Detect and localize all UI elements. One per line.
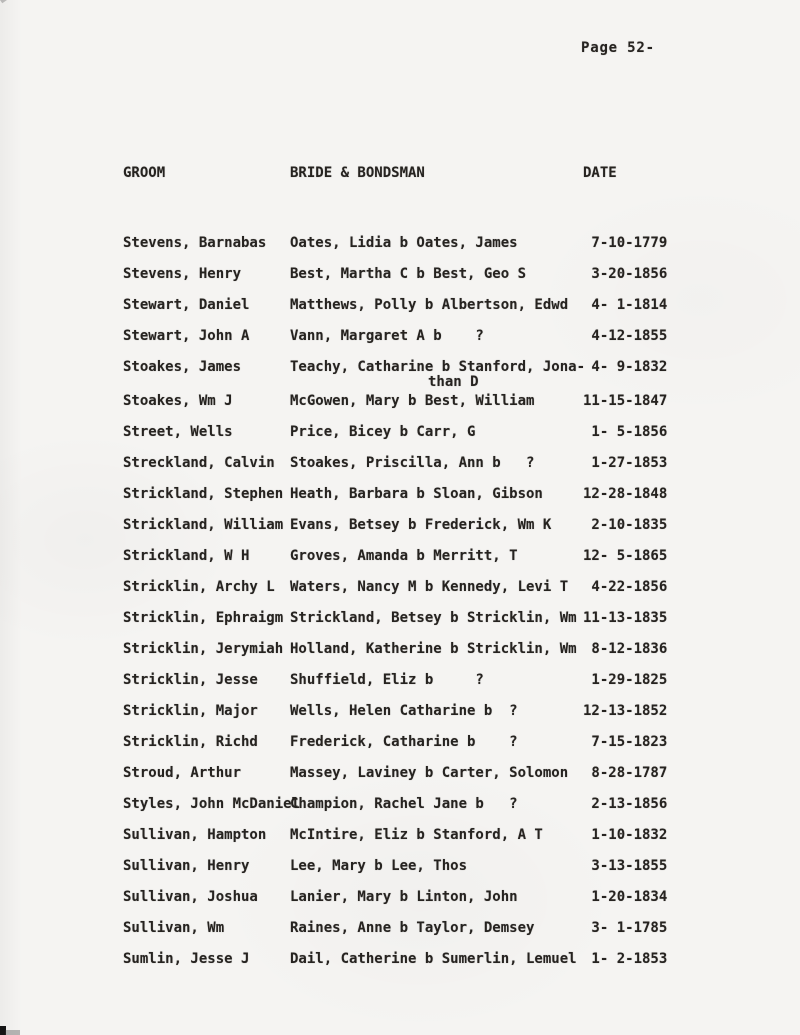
groom-cell: Stricklin, Richd [123, 734, 258, 750]
groom-cell: Stricklin, Archy L [123, 579, 275, 595]
bride-bondsman-text: Holland, Katherine b Stricklin, Wm [290, 641, 577, 657]
bride-bondsman-cell [290, 267, 583, 282]
date-cell: 4- 9-1832 [583, 359, 668, 375]
marriage-records-table [123, 136, 667, 1013]
table-row [123, 360, 667, 390]
groom-cell: Sullivan, Henry [123, 858, 250, 874]
table-header [123, 166, 667, 181]
bride-bondsman-cell [290, 673, 583, 688]
bride-bondsman-text: Matthews, Polly b Albertson, Edwd [290, 297, 569, 313]
bride-bondsman-text: Wells, Helen Catharine b ? [290, 703, 518, 719]
date-cell: 3-20-1856 [583, 266, 668, 282]
groom-cell: Strickland, Stephen [123, 486, 284, 502]
bride-bondsman-text: Lee, Mary b Lee, Thos [290, 858, 468, 874]
bride-bondsman-text: Price, Bicey b Carr, G [290, 424, 476, 440]
scan-artifact-top-left [0, 0, 9, 3]
table-row [123, 704, 667, 719]
groom-cell: Sullivan, Joshua [123, 889, 258, 905]
date-cell: 1-27-1853 [583, 455, 668, 471]
bride-bondsman-text: Heath, Barbara b Sloan, Gibson [290, 486, 543, 502]
date-cell: 12- 5-1865 [583, 548, 668, 564]
groom-cell: Stewart, Daniel [123, 297, 250, 313]
bride-bondsman-text: Raines, Anne b Taylor, Demsey [290, 920, 535, 936]
date-cell: 8-28-1787 [583, 765, 668, 781]
groom-cell: Styles, John McDaniel [123, 796, 301, 812]
scan-artifact-bottom-smudge [5, 1030, 20, 1035]
bride-bondsman-cell [290, 456, 583, 471]
date-cell: 4-12-1855 [583, 328, 668, 344]
bride-bondsman-cell [290, 359, 586, 390]
date-cell: 11-13-1835 [583, 610, 668, 626]
date-cell: 3-13-1855 [583, 858, 668, 874]
date-cell: 4-22-1856 [583, 579, 668, 595]
bride-bondsman-text: Evans, Betsey b Frederick, Wm K [290, 517, 552, 533]
bride-bondsman-text: Dail, Catherine b Sumerlin, Lemuel [290, 951, 577, 967]
table-row [123, 580, 667, 595]
table-row [123, 828, 667, 843]
groom-cell: Stricklin, Major [123, 703, 258, 719]
bride-bondsman-cell [290, 797, 583, 812]
date-cell: 12-28-1848 [583, 486, 668, 502]
groom-cell: Stevens, Barnabas [123, 235, 267, 251]
bride-bondsman-cell [290, 952, 583, 967]
bride-bondsman-text: McGowen, Mary b Best, William [290, 393, 535, 409]
bride-bondsman-cell [290, 425, 583, 440]
bride-bondsman-cell [290, 890, 583, 905]
table-row [123, 518, 667, 533]
table-row [123, 298, 667, 313]
table-row [123, 611, 667, 626]
bride-bondsman-cell [290, 921, 583, 936]
table-row [123, 456, 667, 471]
bride-bondsman-text: Frederick, Catharine b ? [290, 734, 518, 750]
bride-bondsman-cell [290, 487, 583, 502]
header-groom: GROOM [123, 165, 166, 181]
bride-bondsman-cell [290, 329, 583, 344]
date-cell: 3- 1-1785 [583, 920, 668, 936]
bride-bondsman-text: McIntire, Eliz b Stanford, A T [290, 827, 543, 843]
bride-bondsman-cell [290, 859, 583, 874]
bride-bondsman-cell [290, 704, 583, 719]
date-cell: 4- 1-1814 [583, 297, 668, 313]
table-row [123, 549, 667, 564]
table-row [123, 766, 667, 781]
page-number: Page 52- [581, 40, 655, 56]
table-row [123, 859, 667, 874]
date-cell: 1- 5-1856 [583, 424, 668, 440]
date-cell: 2-10-1835 [583, 517, 668, 533]
date-cell: 1-10-1832 [583, 827, 668, 843]
table-row [123, 394, 667, 409]
date-cell: 7-15-1823 [583, 734, 668, 750]
date-cell: 8-12-1836 [583, 641, 668, 657]
table-body [123, 236, 667, 967]
bride-bondsman-cell [290, 766, 583, 781]
table-row [123, 735, 667, 750]
bride-bondsman-text: Oates, Lidia b Oates, James [290, 235, 518, 251]
table-row [123, 425, 667, 440]
bride-bondsman-text: Shuffield, Eliz b ? [290, 672, 484, 688]
table-row [123, 797, 667, 812]
groom-cell: Stewart, John A [123, 328, 250, 344]
bride-bondsman-text: Lanier, Mary b Linton, John [290, 889, 518, 905]
bride-bondsman-text: Massey, Laviney b Carter, Solomon [290, 765, 569, 781]
groom-cell: Strickland, W H [123, 548, 250, 564]
table-row [123, 673, 667, 688]
bride-bondsman-cell [290, 642, 583, 657]
date-cell: 7-10-1779 [583, 235, 668, 251]
groom-cell: Strickland, William [123, 517, 284, 533]
groom-cell: Stricklin, Ephraigm [123, 610, 284, 626]
groom-cell: Stroud, Arthur [123, 765, 242, 781]
bride-bondsman-cell [290, 735, 583, 750]
table-row [123, 890, 667, 905]
groom-cell: Stricklin, Jesse [123, 672, 258, 688]
bride-bondsman-text: Stoakes, Priscilla, Ann b ? [290, 455, 535, 471]
groom-cell: Stricklin, Jerymiah [123, 641, 284, 657]
groom-cell: Stoakes, James [123, 359, 242, 375]
table-row [123, 236, 667, 251]
groom-cell: Sumlin, Jesse J [123, 951, 250, 967]
bride-bondsman-cell [290, 394, 583, 409]
date-cell: 1- 2-1853 [583, 951, 668, 967]
date-cell: 2-13-1856 [583, 796, 668, 812]
bride-bondsman-cell [290, 298, 583, 313]
table-row [123, 487, 667, 502]
bride-bondsman-text: Waters, Nancy M b Kennedy, Levi T [290, 579, 569, 595]
bride-bondsman-cell [290, 518, 583, 533]
groom-cell: Stevens, Henry [123, 266, 242, 282]
bride-bondsman-cell [290, 549, 583, 564]
table-row [123, 642, 667, 657]
header-bride-bondsman: BRIDE & BONDSMAN [290, 165, 425, 181]
date-cell: 12-13-1852 [583, 703, 668, 719]
table-row [123, 921, 667, 936]
header-date: DATE [583, 165, 617, 181]
date-cell: 1-29-1825 [583, 672, 668, 688]
bride-bondsman-cell [290, 828, 583, 843]
groom-cell: Sullivan, Hampton [123, 827, 267, 843]
date-cell: 11-15-1847 [583, 393, 668, 409]
bride-bondsman-text: Best, Martha C b Best, Geo S [290, 266, 527, 282]
bride-bondsman-text: Teachy, Catharine b Stanford, Jona- [290, 359, 586, 375]
bride-bondsman-text: Strickland, Betsey b Stricklin, Wm [290, 610, 577, 626]
groom-cell: Stoakes, Wm J [123, 393, 233, 409]
table-row [123, 267, 667, 282]
bride-bondsman-text: Groves, Amanda b Merritt, T [290, 548, 518, 564]
table-row [123, 329, 667, 344]
date-cell: 1-20-1834 [583, 889, 668, 905]
table-row [123, 952, 667, 967]
bride-bondsman-cell [290, 611, 583, 626]
groom-cell: Street, Wells [123, 424, 233, 440]
groom-cell: Sullivan, Wm [123, 920, 225, 936]
bride-bondsman-cell [290, 580, 583, 595]
bride-bondsman-cell [290, 236, 583, 251]
groom-cell: Streckland, Calvin [123, 455, 275, 471]
bride-bondsman-text: Champion, Rachel Jane b ? [290, 796, 518, 812]
bride-bondsman-continuation: than D [428, 374, 479, 390]
bride-bondsman-text: Vann, Margaret A b ? [290, 328, 484, 344]
